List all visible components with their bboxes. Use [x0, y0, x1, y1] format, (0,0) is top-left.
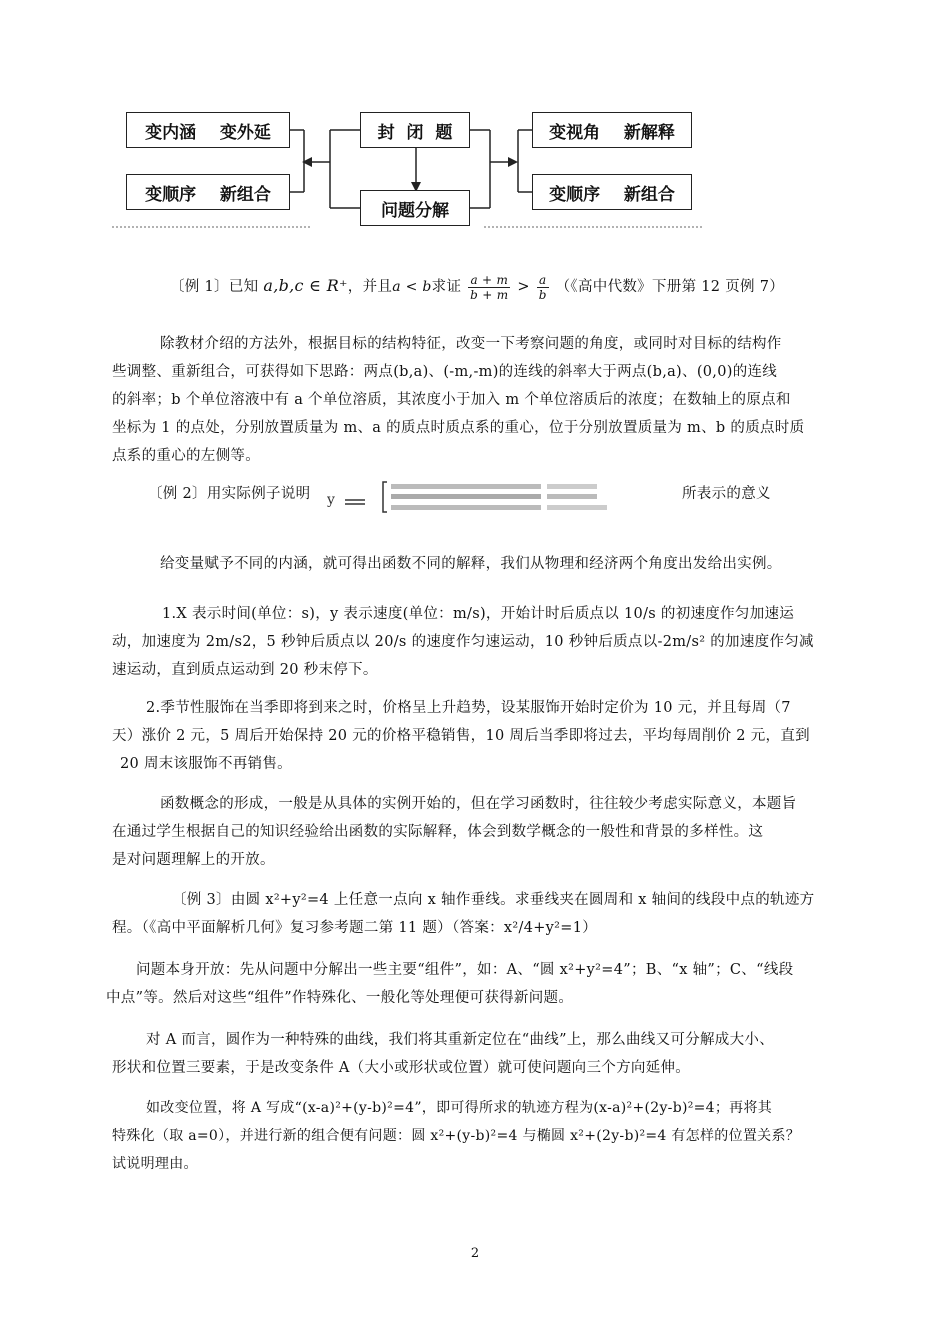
- text-line: 形状和位置三要素，于是改变条件 A（大小或形状或位置）就可使问题向三个方向延伸。: [112, 1060, 691, 1076]
- example-2-suffix: 所表示的意义: [682, 486, 771, 502]
- text-line: 程。（《高中平面解析几何》复习参考题二第 11 题）（答案：x²/4+y²=1）: [112, 920, 598, 936]
- box-problem-decomposition: 问题分解: [360, 190, 470, 226]
- problem-decomposition-diagram: [112, 100, 702, 230]
- text-line: 对 A 而言，圆作为一种特殊的曲线，我们将其重新定位在“曲线”上，那么曲线又可分解成大小、: [146, 1032, 775, 1048]
- example-2-prefix: 〔例 2〕用实际例子说明: [148, 486, 311, 502]
- example-3: [112, 886, 814, 942]
- example-1-mid: ，并且: [347, 279, 393, 295]
- text-line: 函数概念的形成，一般是从具体的实例开始的，但在学习函数时，往往较少考虑实际意义，本题旨: [160, 796, 797, 812]
- paragraph-function-concept: [112, 790, 796, 874]
- text-line: 中点”等。然后对这些“组件”作特殊化、一般化等处理便可获得新问题。: [106, 990, 574, 1006]
- item-economics-example: [112, 694, 810, 778]
- box-change-order-right: 变顺序 新组合: [532, 174, 692, 210]
- text-line: 试说明理由。: [112, 1156, 198, 1172]
- svg-text:y: y: [327, 492, 335, 508]
- paragraph-curve-elements: [112, 1026, 774, 1082]
- text-line: 特殊化（取 a=0），并进行新的组合便有问题：圆 x²+(y-b)²=4 与椭圆 x²+(2y-b)²=4 有怎样的位置关系？: [112, 1128, 801, 1144]
- item-physics-example: [112, 600, 814, 684]
- fraction-a-plus-m-over-b-plus-m: $\frac{a + m}{b + m}$: [470, 272, 509, 302]
- greater-than-sign: >: [517, 279, 530, 295]
- example-1-condition: a,b,c ∈ R⁺: [263, 276, 348, 295]
- text-line: 在通过学生根据自己的知识经验给出函数的实际解释，体会到数学概念的一般性和背景的多样性。这: [112, 824, 764, 840]
- example-1-source: （《高中代数》下册第 12 页例 7）: [555, 279, 785, 295]
- example-1-prefix: 〔例 1〕已知: [170, 279, 259, 295]
- paragraph-approaches: [112, 330, 804, 470]
- text-line: 2.季节性服饰在当季即将到来之时，价格呈上升趋势，设某服饰开始时定价为 10 元，并且每周（7: [146, 700, 791, 716]
- text-line: 坐标为 1 的点处，分别放置质量为 m、a 的质点时质点系的重心，位于分别放置质量为 m、b 的质点时质: [112, 420, 805, 436]
- box-change-connotation: 变内涵 变外延: [126, 112, 290, 148]
- text-line: 如改变位置，将 A 写成“(x-a)²+(y-b)²=4”，即可得所求的轨迹方程为(x-a)²+(2y-b)²=4；再将其: [146, 1100, 773, 1116]
- box-change-order-left: 变顺序 新组合: [126, 174, 290, 210]
- paragraph-open-problem: [106, 956, 793, 1012]
- paragraph-change-position: [112, 1094, 800, 1178]
- example-1-prove: 求证: [431, 279, 462, 295]
- paragraph-variable-connotation: 给变量赋予不同的内涵，就可得出函数不同的解释，我们从物理和经济两个角度出发给出实例。: [160, 556, 782, 572]
- text-line: 20 周末该服饰不再销售。: [120, 756, 292, 772]
- text-line: 〔例 3〕由圆 x²+y²=4 上任意一点向 x 轴作垂线。求垂线夹在圆周和 x 轴间的线段中点的轨迹方: [172, 892, 815, 908]
- text-line: 1.X 表示时间(单位：s)，y 表示速度(单位：m/s)，开始计时后质点以 10/s 的初速度作匀加速运: [162, 606, 795, 622]
- text-line: 些调整、重新组合，可获得如下思路：两点(b,a)、(-m,-m)的连线的斜率大于两点(b,a)、(0,0)的连线: [112, 364, 778, 380]
- text-line: 速运动，直到质点运动到 20 秒末停下。: [112, 662, 378, 678]
- text-line: 天）涨价 2 元，5 周后开始保持 20 元的价格平稳销售，10 周后当季即将过去，平均每周削价 2 元，直到: [112, 728, 810, 744]
- fraction-a-over-b: $\frac{a}{b}$: [538, 272, 547, 302]
- piecewise-function-image: [327, 478, 677, 514]
- text-line: 除教材介绍的方法外，根据目标的结构特征，改变一下考察问题的角度，或同时对目标的结构作: [160, 336, 782, 352]
- text-line: 点系的重心的左侧等。: [112, 448, 260, 464]
- text-line: 动，加速度为 2m/s2，5 秒钟后质点以 20/s 的速度作匀速运动，10 秒钟后质点以-2m/s² 的加速度作匀减: [112, 634, 814, 650]
- page-number: 2: [470, 1246, 480, 1261]
- example-1-inequality: a < b: [392, 279, 432, 295]
- text-line: 的斜率；b 个单位溶液中有 a 个单位溶质，其浓度小于加入 m 个单位溶质后的浓度；在数轴上的原点和: [112, 392, 791, 408]
- box-closed-problem: 封 闭 题: [360, 112, 470, 148]
- box-change-perspective: 变视角 新解释: [532, 112, 692, 148]
- text-line: 是对问题理解上的开放。: [112, 852, 275, 868]
- text-line: 问题本身开放：先从问题中分解出一些主要“组件”，如：A、“圆 x²+y²=4”；B、“x 轴”；C、“线段: [136, 962, 794, 978]
- example-1: [170, 266, 784, 307]
